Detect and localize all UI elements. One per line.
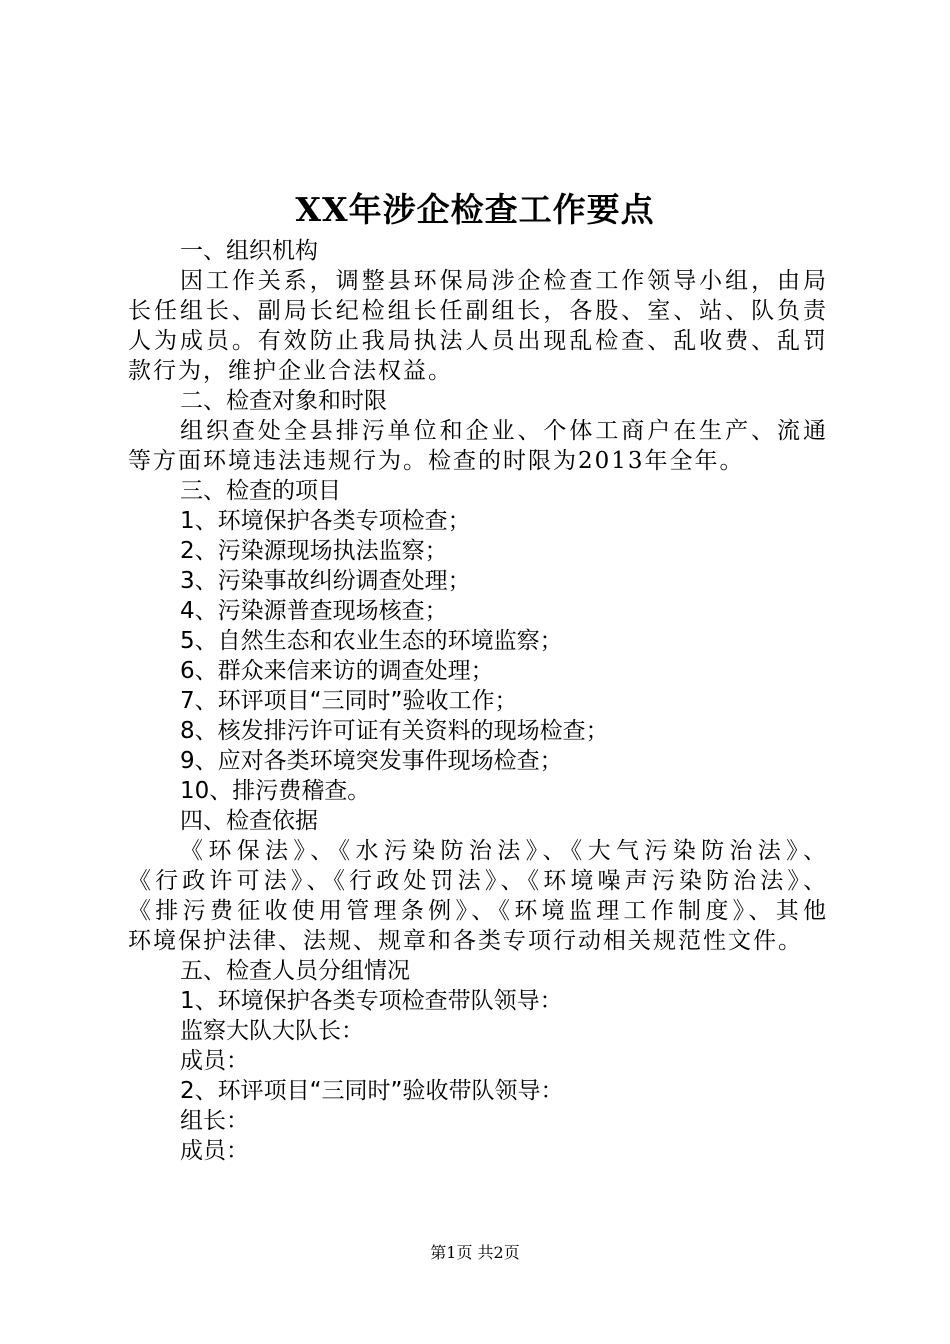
paragraph-line: 人为成员。有效防止我局执法人员出现乱检查、乱收费、乱罚 xyxy=(128,328,828,354)
paragraph-line: 环境保护法律、法规、规章和各类专项行动相关规范性文件。 xyxy=(128,928,803,954)
list-item: 3、污染事故纠纷调查处理； xyxy=(180,568,471,594)
list-item: 7、环评项目“三同时”验收工作； xyxy=(180,688,518,714)
section-heading-personnel: 五、检查人员分组情况 xyxy=(180,958,410,984)
document-body xyxy=(128,236,828,1166)
list-item: 4、污染源普查现场核查； xyxy=(180,598,448,624)
section-heading-targets: 二、检查对象和时限 xyxy=(180,388,387,414)
section-heading-items: 三、检查的项目 xyxy=(180,478,341,504)
paragraph-line: 长任组长、副局长纪检组长任副组长，各股、室、站、队负责 xyxy=(128,298,828,324)
group-leader-field: 组长： xyxy=(180,1108,249,1134)
paragraph-line: 《行政许可法》、《行政处罚法》、《环境噪声污染防治法》、 xyxy=(128,868,828,894)
group-members-field: 成员： xyxy=(180,1048,249,1074)
list-item: 2、污染源现场执法监察； xyxy=(180,538,448,564)
list-item: 1、环境保护各类专项检查； xyxy=(180,508,471,534)
paragraph-line: 《排污费征收使用管理条例》、《环境监理工作制度》、其他 xyxy=(128,898,828,924)
group-leader-field: 监察大队大队长： xyxy=(180,1018,364,1044)
list-item: 8、核发排污许可证有关资料的现场检查； xyxy=(180,718,609,744)
list-item: 6、群众来信来访的调查处理； xyxy=(180,658,494,684)
paragraph-line: 组织查处全县排污单位和企业、个体工商户在生产、流通 xyxy=(180,418,828,444)
paragraph-line: 《环保法》、《水污染防治法》、《大气污染防治法》、 xyxy=(180,838,828,864)
section-heading-organization: 一、组织机构 xyxy=(180,238,318,264)
section-heading-basis: 四、检查依据 xyxy=(180,808,318,834)
list-item: 5、自然生态和农业生态的环境监察； xyxy=(180,628,563,654)
page-number-footer: 第1页 共2页 xyxy=(430,1243,520,1262)
group-title: 1、环境保护各类专项检查带队领导： xyxy=(180,988,563,1014)
list-item: 10、排污费稽查。 xyxy=(180,778,371,804)
group-title: 2、环评项目“三同时”验收带队领导： xyxy=(180,1078,564,1104)
document-title: XX年涉企检查工作要点 xyxy=(295,190,655,229)
list-item: 9、应对各类环境突发事件现场检查； xyxy=(180,748,563,774)
paragraph-line: 因工作关系，调整县环保局涉企检查工作领导小组，由局 xyxy=(180,268,828,294)
paragraph-line: 款行为，维护企业合法权益。 xyxy=(128,358,453,384)
group-members-field: 成员： xyxy=(180,1138,249,1164)
paragraph-line: 等方面环境违法违规行为。检查的时限为2013年全年。 xyxy=(128,448,745,474)
